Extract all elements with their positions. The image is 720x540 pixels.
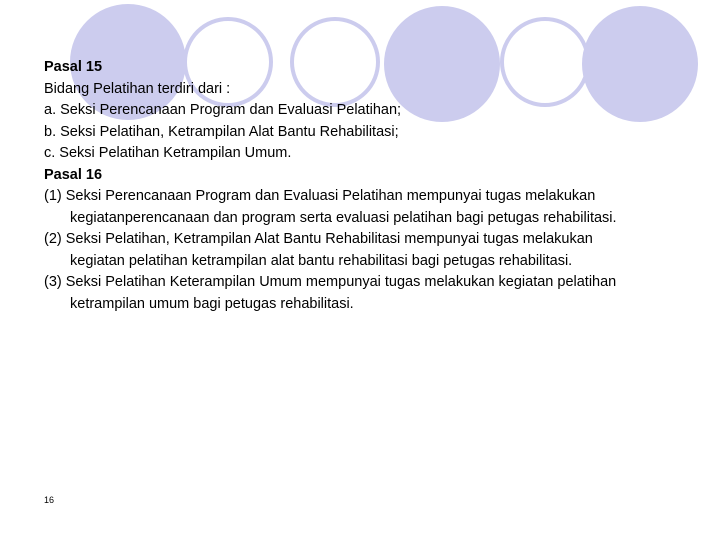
- clause-1-line-1: (1) Seksi Perencanaan Program dan Evaluasi Pelatihan mempunyai tugas melakukan: [44, 188, 596, 204]
- slide-body: [44, 57, 704, 315]
- list-item-b: b. Seksi Pelatihan, Ketrampilan Alat Bantu Rehabilitasi;: [44, 123, 399, 140]
- list-item-c: c. Seksi Pelatihan Ketrampilan Umum.: [44, 145, 292, 161]
- bidang-intro: Bidang Pelatihan terdiri dari :: [44, 80, 231, 97]
- clause-3-line-1: (3) Seksi Pelatihan Keterampilan Umum mempunyai tugas melakukan kegiatan pelatihan: [44, 274, 617, 290]
- clause-2-line-2: kegiatan pelatihan ketrampilan alat bantu rehabilitasi bagi petugas rehabilitasi.: [70, 252, 573, 269]
- pasal-16-heading: Pasal 16: [44, 166, 103, 183]
- page-number: 16: [44, 495, 55, 505]
- pasal-15-heading: Pasal 15: [44, 59, 103, 75]
- clause-3-line-2: ketrampilan umum bagi petugas rehabilitasi.: [70, 295, 354, 312]
- list-item-a: a. Seksi Perencanaan Program dan Evaluasi Pelatihan;: [44, 102, 402, 118]
- clause-2-line-1: (2) Seksi Pelatihan, Ketrampilan Alat Bantu Rehabilitasi mempunyai tugas melakukan: [44, 231, 593, 247]
- clause-1-line-2: kegiatanperencanaan dan program serta evaluasi pelatihan bagi petugas rehabilitasi.: [70, 209, 617, 226]
